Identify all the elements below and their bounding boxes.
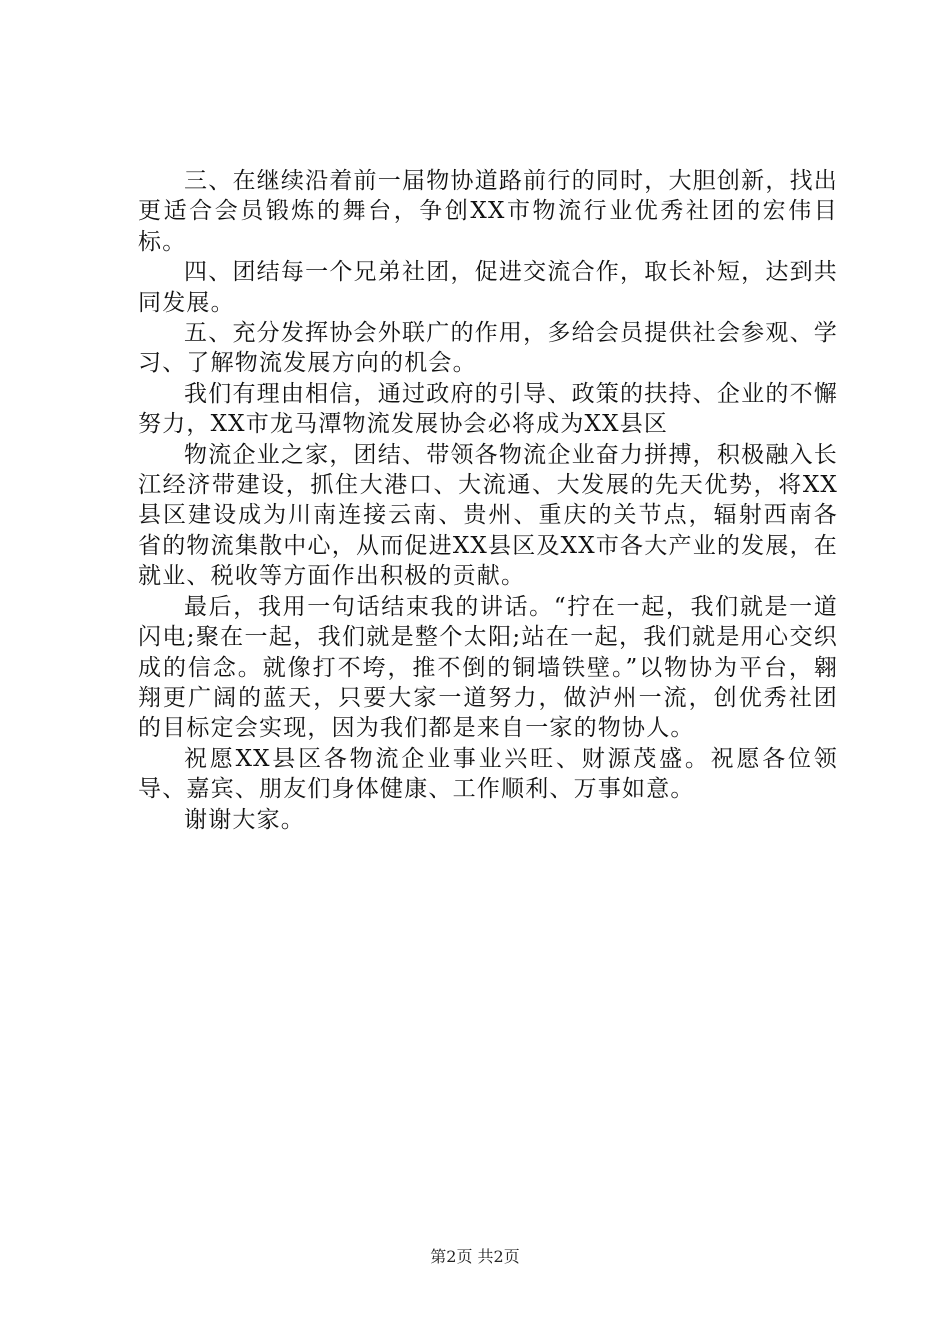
paragraph-closing-remarks: 最后，我用一句话结束我的讲话。“拧在一起，我们就是一道闪电;聚在一起，我们就是整个太阳;站在一起，我们就是用心交织成的信念。就像打不垮，推不倒的铜墙铁壁。”以物协为平台，翱翔更广阔的蓝天，只要大家一道努力，做泸州一流，创优秀社团的目标定会实现，因为我们都是来自一家的物协人。	[138, 593, 838, 742]
page-number-footer: 第2页 共2页	[430, 1247, 520, 1266]
paragraph-thanks: 谢谢大家。	[184, 806, 305, 833]
paragraph-wishes: 祝愿XX县区各物流企业事业兴旺、财源茂盛。祝愿各位领导、嘉宾、朋友们身体健康、工作顺利、万事如意。	[138, 745, 838, 803]
paragraph-logistics-home: 物流企业之家，团结、带领各物流企业奋力拼搏，积极融入长江经济带建设，抓住大港口、大流通、大发展的先天优势，将XX县区建设成为川南连接云南、贵州、重庆的关节点，辐射西南各省的物流集散中心，从而促进XX县区及XX市各大产业的发展，在就业、税收等方面作出积极的贡献。	[138, 441, 838, 590]
paragraph-point-four: 四、团结每一个兄弟社团，促进交流合作，取长补短，达到共同发展。	[138, 259, 838, 316]
paragraph-point-five: 五、充分发挥协会外联广的作用，多给会员提供社会参观、学习、了解物流发展方向的机会。	[138, 320, 838, 377]
paragraph-point-three: 三、在继续沿着前一届物协道路前行的同时，大胆创新，找出更适合会员锻炼的舞台，争创XX市物流行业优秀社团的宏伟目标。	[138, 168, 838, 255]
paragraph-confidence: 我们有理由相信，通过政府的引导、政策的扶持、企业的不懈努力，XX市龙马潭物流发展协会必将成为XX县区	[138, 380, 838, 438]
document-body	[138, 166, 838, 835]
